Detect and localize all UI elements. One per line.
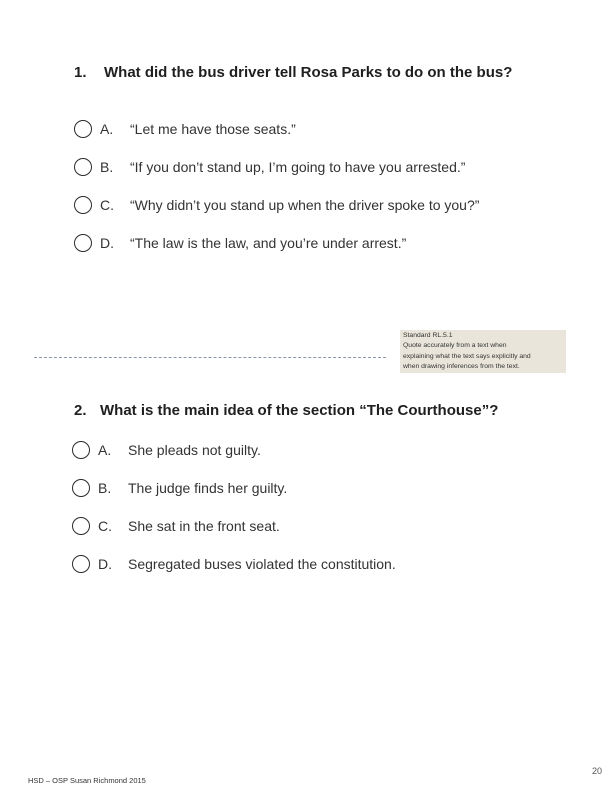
- option-text: “If you don’t stand up, I’m going to have you arrested.”: [130, 159, 466, 175]
- option-text: She sat in the front seat.: [128, 518, 280, 534]
- radio-button-q2-c[interactable]: [72, 517, 90, 535]
- option-text: She pleads not guilty.: [128, 442, 261, 458]
- option-letter: A.: [100, 121, 114, 137]
- question-2-option-b[interactable]: [72, 476, 287, 500]
- standard-code: Standard RL.5.1: [403, 332, 453, 339]
- option-text: “The law is the law, and you’re under arrest.”: [130, 235, 407, 251]
- question-1-number: 1.: [74, 64, 87, 81]
- standard-description-line: explaining what the text says explicitly and: [403, 352, 531, 360]
- radio-button-q1-a[interactable]: [74, 120, 92, 138]
- option-text: “Let me have those seats.”: [130, 121, 296, 137]
- standard-box: [400, 330, 566, 373]
- radio-button-q1-d[interactable]: [74, 234, 92, 252]
- option-letter: B.: [100, 159, 114, 175]
- radio-button-q1-b[interactable]: [74, 158, 92, 176]
- question-2-number: 2.: [74, 402, 87, 419]
- question-1-option-c[interactable]: [74, 193, 479, 217]
- standard-description-line: when drawing inferences from the text.: [403, 363, 520, 371]
- question-2-option-c[interactable]: [72, 514, 280, 538]
- question-2-option-d[interactable]: [72, 552, 396, 576]
- option-letter: B.: [98, 480, 112, 496]
- section-divider: [34, 357, 386, 358]
- standard-description-line: Quote accurately from a text when: [403, 342, 507, 350]
- question-1-option-d[interactable]: [74, 231, 406, 255]
- radio-button-q2-b[interactable]: [72, 479, 90, 497]
- question-1-option-b[interactable]: [74, 155, 465, 179]
- radio-button-q1-c[interactable]: [74, 196, 92, 214]
- option-letter: D.: [100, 235, 114, 251]
- option-letter: D.: [98, 556, 112, 572]
- option-letter: C.: [98, 518, 112, 534]
- option-letter: C.: [100, 197, 114, 213]
- radio-button-q2-d[interactable]: [72, 555, 90, 573]
- option-letter: A.: [98, 442, 112, 458]
- option-text: “Why didn’t you stand up when the driver spoke to you?”: [130, 197, 480, 213]
- option-text: Segregated buses violated the constitution.: [128, 556, 396, 572]
- option-text: The judge finds her guilty.: [128, 480, 288, 496]
- question-2-option-a[interactable]: [72, 438, 261, 462]
- question-1-text: What did the bus driver tell Rosa Parks to do on the bus?: [104, 64, 513, 81]
- footer-credit: HSD – OSP Susan Richmond 2015: [28, 776, 146, 785]
- question-1-option-a[interactable]: [74, 117, 296, 141]
- question-2-text: What is the main idea of the section “The Courthouse”?: [100, 402, 499, 419]
- radio-button-q2-a[interactable]: [72, 441, 90, 459]
- question-2-prompt: [74, 402, 498, 419]
- page-number: 20: [591, 766, 602, 776]
- question-1-prompt: [74, 64, 512, 81]
